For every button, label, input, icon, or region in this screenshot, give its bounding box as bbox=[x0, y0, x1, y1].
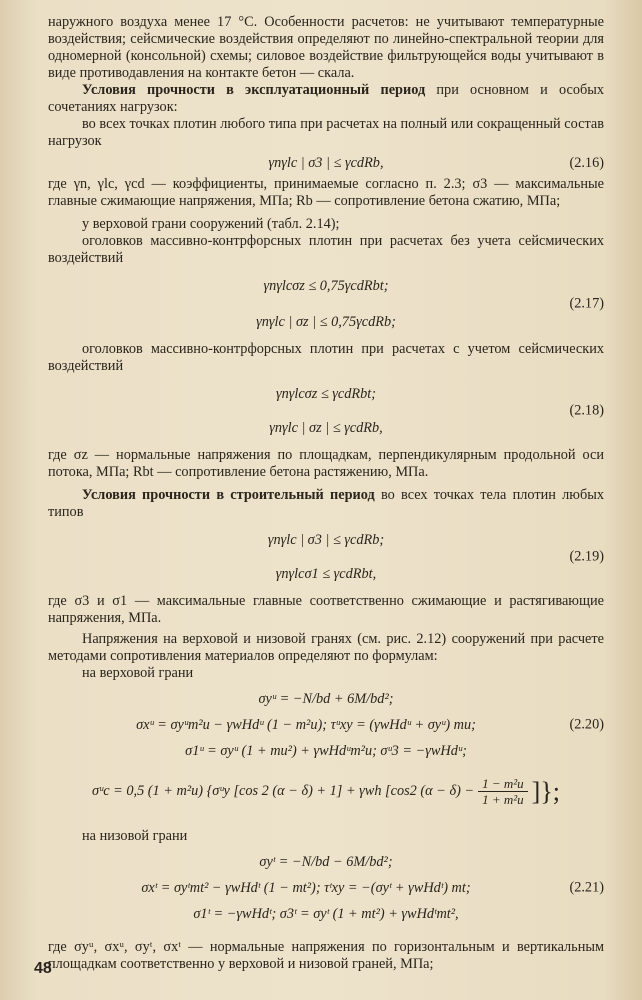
equation-2-16 bbox=[48, 150, 604, 176]
closing-bracket: ]}; bbox=[531, 776, 561, 806]
equation-line: γnγlcσz ≤ 0,75γcdRbt; bbox=[263, 277, 389, 294]
numerator: 1 − m²u bbox=[478, 776, 528, 792]
equation-number: (2.18) bbox=[569, 402, 604, 419]
heading-construction-period bbox=[48, 487, 604, 521]
equation-line: σ1ᵗ = −γwHdᵗ; σ3ᵗ = σyᵗ (1 + mt²) + γwHdᵗmt², bbox=[193, 905, 459, 922]
equation-2-17 bbox=[48, 273, 604, 335]
equation-line: σyᵘ = −N/bd + 6M/bd²; bbox=[258, 690, 394, 707]
paragraph-6: оголовков массивно-контрфорсных плотин при расчетах с учетом сейсмических воздействий bbox=[48, 341, 604, 374]
heading-rest: во всех точках тела плотин любых типов bbox=[48, 487, 604, 520]
equation-2-21 bbox=[48, 849, 604, 927]
equation-line: γnγlc | σz | ≤ γcdRb, bbox=[269, 419, 383, 436]
paragraph-2: во всех точках плотин любого типа при расчетах на полный или сокращенный состав нагрузок bbox=[48, 116, 604, 149]
paragraph-1: наружного воздуха менее 17 °С. Особенности расчетов: не учитывают температурные воздействия; сейсмические воздействия определяют по линейно-спектральной теории для одномерной (консольной) схемы; силовое воздействие фильтрующейся воды учитывают в виде противодавления на контакте бетон — скала. bbox=[48, 14, 604, 81]
denominator: 1 + m²u bbox=[482, 791, 524, 807]
paragraph-4: у верховой грани сооружений (табл. 2.14); bbox=[82, 216, 340, 232]
equation-line: γnγlcσz ≤ γcdRbt; bbox=[275, 385, 377, 402]
equation-body: σxᵗ = σyᵗmt² − γwHdᵗ (1 − mt²); τᵗxy = −(σyᵗ + γwHdᵗ) mt; bbox=[141, 879, 471, 896]
equation-number: (2.20) bbox=[569, 716, 604, 733]
equation-body: γnγlc | σ3 | ≤ γcdRb, bbox=[268, 154, 384, 171]
heading-bold: Условия прочности в эксплуатационный период bbox=[82, 82, 426, 98]
equation-2-18 bbox=[48, 381, 604, 441]
equation-number: (2.16) bbox=[569, 154, 604, 171]
paragraph-7: где σz — нормальные напряжения по площадкам, перпендикулярным продольной оси потока, МПа; Rbt — сопротивление бетона растяжению, МПа. bbox=[48, 447, 604, 480]
equation-body: σxᵘ = σyᵘm²u − γwHdᵘ (1 − m²u); τᵘxy = (γwHdᵘ + σyᵘ) mu; bbox=[136, 716, 476, 733]
equation-number: (2.17) bbox=[569, 295, 604, 312]
equation-line bbox=[48, 875, 604, 901]
paragraph-5: оголовков массивно-контрфорсных плотин при расчетах без учета сейсмических воздействий bbox=[48, 233, 604, 266]
paragraph-11: на низовой грани bbox=[82, 828, 188, 844]
page-number: 48 bbox=[34, 960, 52, 977]
heading-rest: при основном и особых сочетаниях нагрузок: bbox=[48, 82, 605, 115]
paragraph-3: где γn, γlc, γcd — коэффициенты, принимаемые согласно п. 2.3; σ3 — максимальные главные сжимающие напряжения, МПа; Rb — сопротивление бетона сжатию, МПа; bbox=[48, 176, 604, 209]
equation-2-19 bbox=[48, 527, 604, 587]
equation-line: γnγlc | σz | ≤ 0,75γcdRb; bbox=[256, 313, 396, 330]
equation-line: γnγlcσ1 ≤ γcdRbt, bbox=[275, 565, 377, 582]
equation-2-20 bbox=[48, 686, 604, 764]
paragraph-12: где σyᵘ, σxᵘ, σyᵗ, σxᵗ — нормальные напряжения по горизонтальным и вертикальным площадкам соответственно у верховой и низовой граней, МПа; bbox=[48, 939, 604, 972]
equation-number: (2.21) bbox=[569, 879, 604, 896]
equation-line: σyᵗ = −N/bd − 6M/bd²; bbox=[259, 853, 393, 870]
paragraph-10: на верховой грани bbox=[82, 665, 194, 681]
equation-line bbox=[48, 712, 604, 738]
equation-line: σ1ᵘ = σyᵘ (1 + mu²) + γwHdᵘm²u; σᵘ3 = −γwHdᵘ; bbox=[185, 742, 467, 759]
paragraph-8: где σ3 и σ1 — максимальные главные соответственно сжимающие и растягивающие напряжения, МПа. bbox=[48, 593, 604, 626]
fraction bbox=[478, 776, 528, 807]
paragraph-9: Напряжения на верховой и низовой гранях (см. рис. 2.12) сооружений при расчете методами сопротивления материалов определяют по формулам: bbox=[48, 631, 604, 664]
equation-sigma-c bbox=[48, 768, 604, 814]
equation-body: σᵘc = 0,5 (1 + m²u) {σᵘy [cos 2 (α − δ) + 1] + γwh [cos2 (α − δ) − bbox=[91, 782, 475, 799]
equation-number: (2.19) bbox=[569, 548, 604, 565]
heading-bold: Условия прочности в строительный период bbox=[82, 487, 375, 503]
heading-operational-period bbox=[48, 82, 604, 116]
equation-line: γnγlc | σ3 | ≤ γcdRb; bbox=[267, 531, 385, 548]
